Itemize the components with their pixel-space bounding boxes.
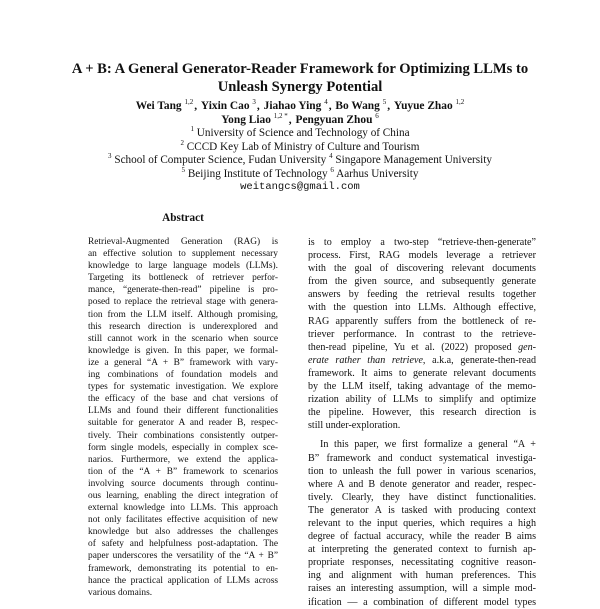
abstract-line: narios. Furthermore, we extend the applica-: [88, 454, 278, 465]
intro-line: the pipeline. However, this research direction is: [308, 407, 536, 419]
author-affil-sup: 1,2 *: [273, 112, 288, 120]
affil-text: CCCD Key Lab of Ministry of Culture and Tourism: [186, 140, 420, 153]
intro-line: process. First, RAG models leverage a retriever: [308, 250, 536, 262]
author-list: [40, 99, 560, 127]
intro-line: is to employ a two-step “retrieve-then-generate”: [308, 237, 536, 248]
author-affil-sup: 6: [375, 112, 379, 120]
author-name: Yuyue Zhao: [393, 100, 453, 112]
intro-line: RAG apparently suffers from the bottleneck of re-: [308, 315, 536, 327]
intro-line: tively. Clearly, they have distinct functionalities.: [308, 491, 536, 503]
affil-sup: 6: [330, 165, 334, 174]
affiliation-line: [40, 165, 560, 182]
intro-line: The generator A is tasked with producing context: [308, 504, 536, 516]
abstract-line: form single models, especially in complex sce-: [88, 442, 278, 453]
intro-line: In this paper, we first formalize a general “A +: [320, 439, 536, 451]
intro-line: rization ability of LLMs to simplify and optimize: [308, 394, 536, 406]
abstract-line: tion from the LLM itself. Although promising,: [88, 309, 278, 320]
author: [221, 114, 288, 126]
abstract-line: not only facilitates effective acquisition of new: [88, 515, 278, 526]
intro-line: propriate responses, necessitating cognitive reason-: [308, 557, 536, 569]
author-name: Yong Liao: [221, 114, 271, 126]
intro-column: [308, 236, 536, 609]
abstract-line: various domains.: [88, 587, 153, 598]
title-line-2: Unleash Synergy Potential: [217, 79, 383, 95]
author-name: Wei Tang: [135, 100, 182, 112]
intro-line: still under-exploration.: [308, 420, 401, 432]
intro-line: from the given source, and subsequently generate: [308, 276, 536, 288]
title-line-1: A + B: A General Generator-Reader Framework for Optimizing LLMs to: [71, 61, 529, 77]
author-affil-sup: 1,2: [455, 98, 465, 106]
author-line-2: Yong Liao $^{1,2 *}$, Pengyuan Zhou $^6$: [221, 112, 379, 126]
abstract-line: the efficacy of the base and chat versions of: [88, 394, 278, 405]
author-name: Jiahao Ying: [263, 100, 322, 112]
author-name: Pengyuan Zhou: [295, 114, 373, 126]
abstract-line: external knowledge into LLMs. This approach: [88, 503, 278, 514]
italic-phrase: erate rather than retrieve: [308, 354, 423, 366]
abstract-line: involving source documents through continu-: [88, 478, 278, 489]
intro-line: by the LLM itself, taking advantage of the memo-: [308, 381, 536, 393]
author-affil-sup: 1,2: [184, 98, 194, 106]
affil-text: University of Science and Technology of China: [196, 127, 410, 139]
affil-sup: 4: [329, 152, 333, 160]
affil-text: Aarhus University: [336, 167, 419, 180]
intro-line: ing and alignment with human preferences. This: [308, 570, 536, 582]
abstract-heading: Abstract: [162, 212, 204, 224]
citation-text: then-read pipeline, Yu et al. (2022) proposed: [308, 341, 519, 353]
author: [136, 100, 194, 112]
affil-sup: 2: [180, 138, 184, 147]
abstract-line: ous learning, enabling the direct integration of: [88, 490, 278, 501]
abstract-line: suitable for generator A and reader B, respec-: [88, 418, 278, 429]
author: [201, 100, 256, 112]
intro-line-with-citation: [308, 341, 536, 354]
author-name: Yixin Cao: [200, 100, 250, 112]
abstract-line: posed to replace the retrieval stage with genera-: [88, 297, 278, 308]
intro-line: B” framework and conduct systematical investiga-: [308, 452, 536, 464]
abstract-line: paper underscores the versatility of the “A + B”: [88, 551, 278, 562]
intro-line-italic: [308, 354, 536, 367]
author-affil-sup: 4: [324, 98, 328, 106]
intro-paragraph-1-end: [308, 367, 536, 432]
intro-line: tion to unleash the full power in various scenarios,: [308, 465, 536, 477]
abstract-line: Targeting its bottleneck of retriever perfor-: [88, 273, 278, 284]
intro-line: relevant to the input queries, which requires a high: [308, 517, 536, 529]
intro-line: with the goal of discovering relevant documents: [308, 263, 536, 275]
affiliation-line: [40, 154, 560, 168]
author-name: Bo Wang: [335, 100, 380, 112]
intro-line: raises an interesting assumption, will a simple mod-: [308, 583, 536, 595]
affil-sup: 3: [108, 152, 112, 160]
intro-line: answers by feeding the retrieval results together: [308, 289, 536, 301]
abstract-line: this research direction is underexplored and: [88, 321, 278, 332]
abstract-line: Retrieval-Augmented Generation (RAG) is: [88, 237, 278, 247]
paper-title: [40, 60, 560, 96]
abstract-line: LLMs and found their different functionalities: [88, 406, 278, 417]
author: [295, 114, 378, 126]
affil-sup: 5: [181, 165, 186, 174]
intro-line: triever performance. In contrast to the retrieve-: [308, 328, 536, 340]
affil-text: Singapore Management University: [335, 154, 492, 166]
affiliation-list: [40, 127, 560, 195]
affil-text: Beijing Institute of Technology: [187, 167, 328, 180]
author: [335, 100, 386, 112]
abstract-line: mance, “generate-then-read” pipeline is pro-: [88, 285, 278, 296]
abstract-line: ing combinations of foundation models and: [88, 370, 278, 381]
intro-paragraph-1: [308, 236, 536, 341]
abstract-line: an effective solution to supplement necessary: [88, 249, 278, 260]
intro-line: ification — a combination of different model types: [308, 596, 536, 608]
affiliation-line: [40, 127, 560, 141]
abstract-line: knowledge to large language models (LLMs).: [88, 261, 278, 272]
abstract-line: knowledge is given. In this paper, we formal-: [88, 345, 278, 356]
author-affil-sup: 3: [252, 98, 256, 106]
intro-line: degree of factual accuracy, while the reader B aims: [308, 531, 536, 543]
intro-line: at interpreting the generated context to furnish ap-: [308, 544, 536, 556]
abstract-line: types for systematic investigation. We explore: [88, 382, 278, 393]
intro-line: with the question into LLMs. Although effective,: [308, 302, 536, 314]
affil-sup: 1: [190, 125, 194, 133]
abstract-line: tion of the “A + B” framework to scenarios: [88, 466, 278, 477]
intro-line: framework. It aims to generate relevant documents: [308, 367, 536, 379]
author: [264, 100, 328, 112]
author-email[interactable]: weitangcs@gmail.com: [240, 181, 360, 193]
intro-paragraph-2: [308, 438, 536, 608]
abstract-line: ize a general “A + B” framework with vary-: [88, 357, 278, 368]
abstract-line: framework, demonstrating its potential to en-: [88, 563, 278, 574]
abstract-line: of safety and helpfulness post-adaptation. The: [88, 539, 278, 550]
intro-line-rest: , a.k.a, generate-then-read: [422, 354, 536, 366]
abstract-line: hance the practical application of LLMs across: [88, 575, 278, 586]
author-affil-sup: 5: [382, 98, 387, 106]
intro-line: where A and B denote generator and reader, respec-: [308, 478, 536, 490]
abstract-body: [88, 236, 278, 599]
author: [394, 100, 464, 112]
italic-phrase: gen-: [518, 341, 536, 353]
affil-text: School of Computer Science, Fudan University: [114, 154, 327, 166]
author-line-1: Wei Tang $^{1,2}$, Yixin Cao $^3$, Jiahao Ying $^4$, Bo Wang $^5$, Yuyue Zhao $^{1,2}$: [135, 98, 465, 112]
abstract-line: knowledge but also addresses the challenges: [88, 527, 278, 538]
affiliation-line: [40, 138, 560, 155]
abstract-line: still cannot work in the scenario when source: [88, 333, 278, 344]
abstract-line: tively. Their combinations consistently outper-: [88, 430, 278, 441]
